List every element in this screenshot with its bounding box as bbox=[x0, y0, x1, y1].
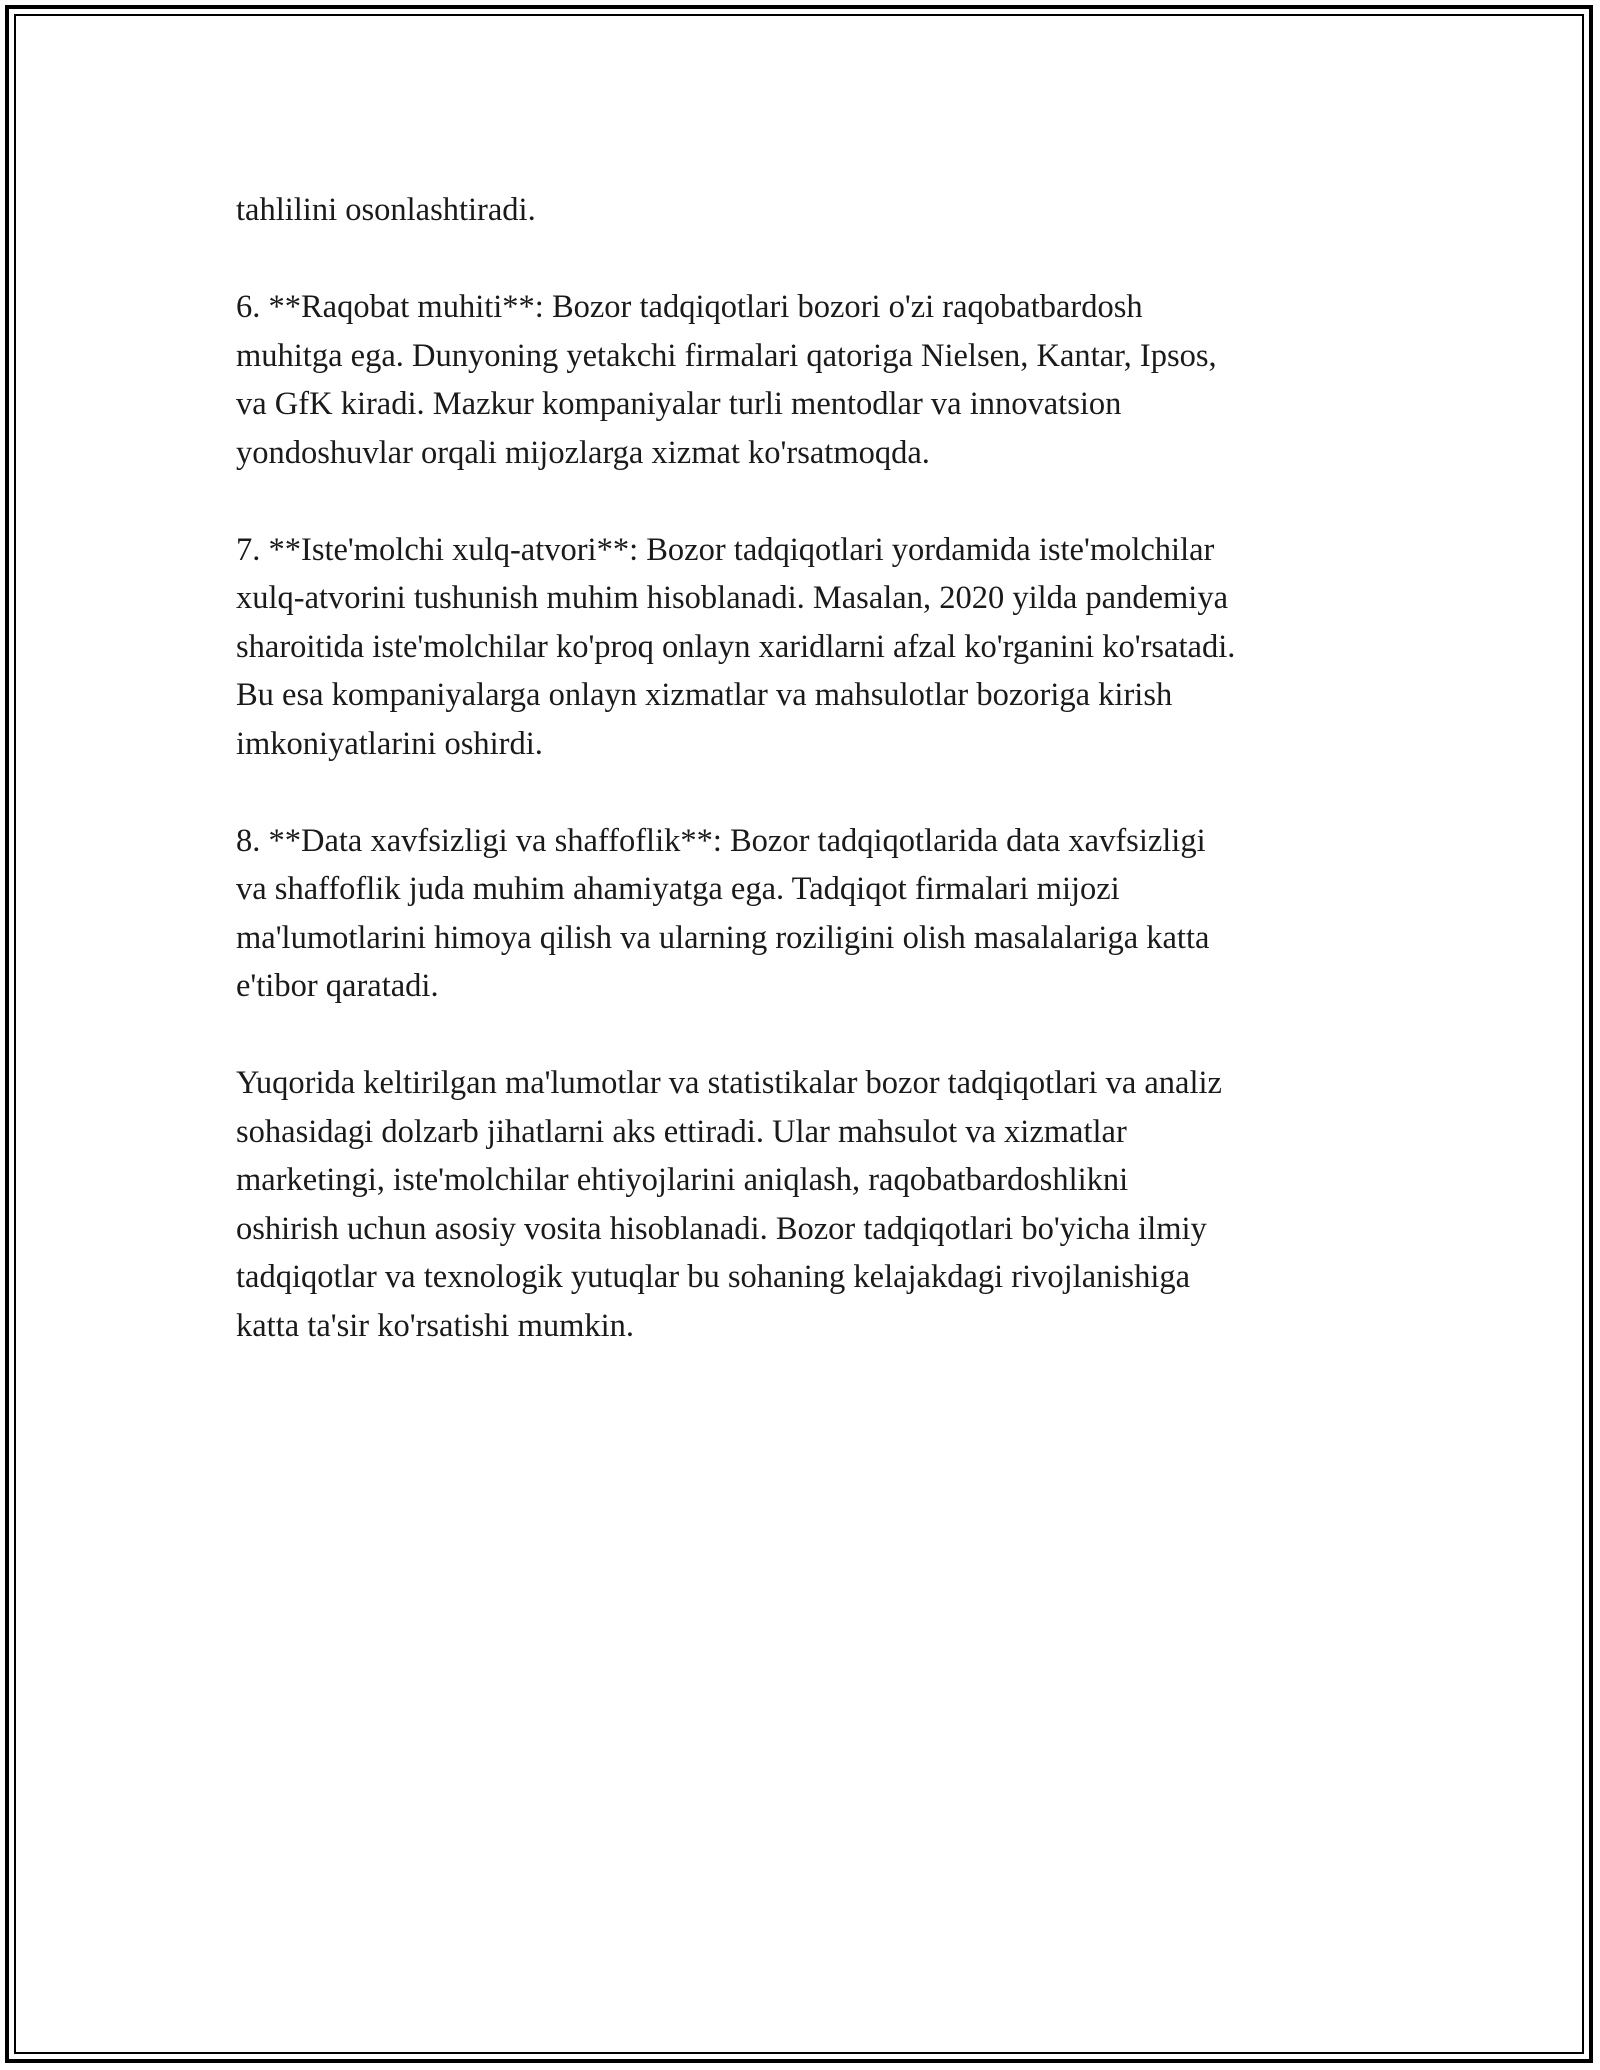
paragraph-raqobat-muhiti bbox=[236, 283, 1376, 477]
text-line: sharoitida iste'molchilar ko'proq onlayn xaridlarni afzal ko'rganini ko'rsatadi. bbox=[236, 628, 1236, 665]
document-body bbox=[236, 186, 1376, 1399]
text-line: Yuqorida keltirilgan ma'lumotlar va statistikalar bozor tadqiqotlari va analiz bbox=[236, 1065, 1222, 1101]
text-line: e'tibor qaratadi. bbox=[236, 968, 439, 1004]
text-line: va shaffoflik juda muhim ahamiyatga ega. Tadqiqot firmalari mijozi bbox=[236, 871, 1120, 907]
text-line: sohasidagi dolzarb jihatlarni aks ettiradi. Ular mahsulot va xizmatlar bbox=[236, 1113, 1127, 1150]
text-line: imkoniyatlarini oshirdi. bbox=[236, 725, 543, 762]
paragraph-conclusion bbox=[236, 1059, 1376, 1350]
paragraph-data-xavfsizligi bbox=[236, 817, 1376, 1011]
text-line: tahlilini osonlashtiradi. bbox=[236, 192, 536, 228]
paragraph-istemolchi-xulq-atvori bbox=[236, 526, 1376, 769]
text-line: oshirish uchun asosiy vosita hisoblanadi. Bozor tadqiqotlari bo'yicha ilmiy bbox=[236, 1210, 1207, 1247]
text-line: yondoshuvlar orqali mijozlarga xizmat ko'rsatmoqda. bbox=[236, 434, 930, 471]
text-line: ma'lumotlarini himoya qilish va ularning roziligini olish masalalariga katta bbox=[236, 919, 1210, 956]
text-line: marketingi, iste'molchilar ehtiyojlarini aniqlash, raqobatbardoshlikni bbox=[236, 1162, 1129, 1198]
text-line: 6. **Raqobat muhiti**: Bozor tadqiqotlari bozori o'zi raqobatbardosh bbox=[236, 289, 1143, 325]
text-line: muhitga ega. Dunyoning yetakchi firmalari qatoriga Nielsen, Kantar, Ipsos, bbox=[236, 337, 1217, 374]
paragraph-continuation bbox=[236, 186, 1376, 235]
text-line: katta ta'sir ko'rsatishi mumkin. bbox=[236, 1307, 635, 1344]
text-line: xulq-atvorini tushunish muhim hisoblanadi. Masalan, 2020 yilda pandemiya bbox=[236, 580, 1229, 616]
text-line: Bu esa kompaniyalarga onlayn xizmatlar va mahsulotlar bozoriga kirish bbox=[236, 677, 1173, 713]
text-line: tadqiqotlar va texnologik yutuqlar bu sohaning kelajakdagi rivojlanishiga bbox=[236, 1259, 1191, 1295]
text-line: 8. **Data xavfsizligi va shaffoflik**: Bozor tadqiqotlarida data xavfsizligi bbox=[236, 822, 1206, 859]
text-line: va GfK kiradi. Mazkur kompaniyalar turli mentodlar va innovatsion bbox=[236, 386, 1122, 422]
text-line: 7. **Iste'molchi xulq-atvori**: Bozor tadqiqotlari yordamida iste'molchilar bbox=[236, 531, 1215, 568]
